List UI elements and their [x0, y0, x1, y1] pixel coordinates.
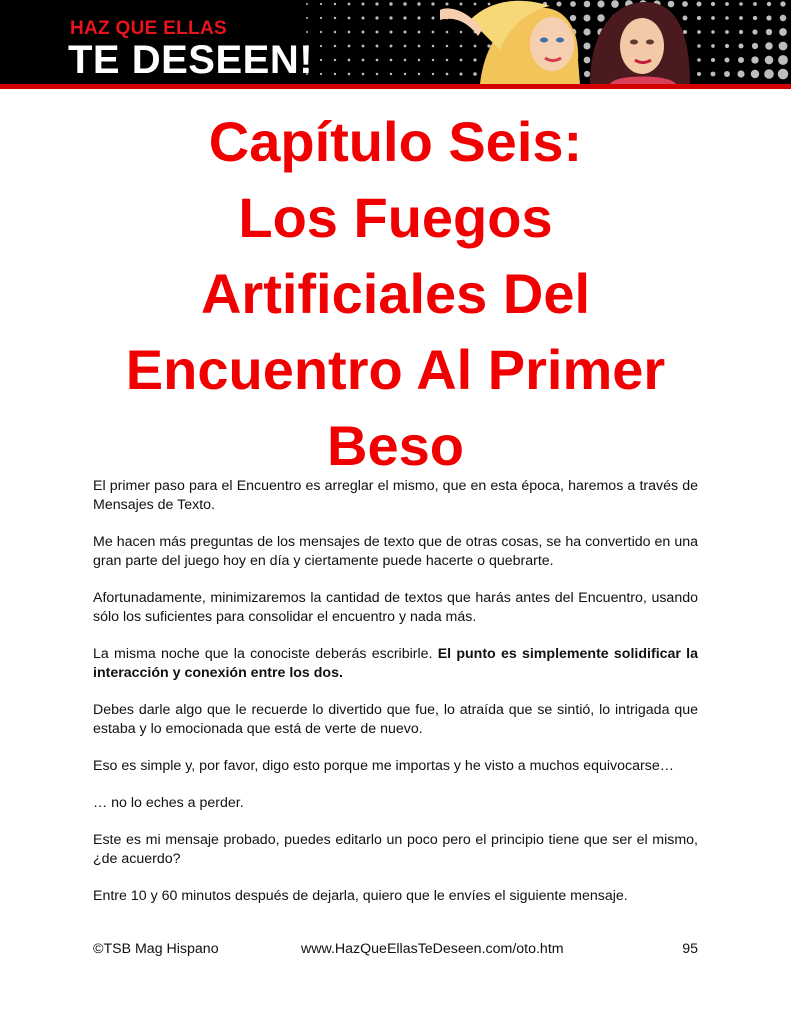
halftone-dot [404, 73, 406, 75]
halftone-dot [711, 2, 715, 6]
halftone-dot [361, 16, 364, 19]
halftone-dot [778, 55, 788, 65]
chapter-title [60, 104, 731, 484]
halftone-dot [375, 2, 378, 5]
halftone-dot [779, 42, 788, 51]
halftone-dot [765, 56, 774, 65]
paragraph: Eso es simple y, por favor, digo esto porque me importas y he visto a muchos equivocarse… [93, 758, 674, 774]
halftone-dot [752, 29, 757, 34]
halftone-dot [737, 70, 744, 77]
page-number: 95 [682, 941, 698, 957]
halftone-dot [334, 31, 337, 34]
halftone-dot [320, 31, 322, 33]
halftone-dot [751, 56, 758, 63]
halftone-dot [751, 70, 759, 78]
halftone-dot [779, 28, 787, 36]
halftone-dot [725, 16, 729, 20]
halftone-dot [739, 2, 743, 6]
halftone-dot [361, 2, 364, 5]
footer-copyright: ©TSB Mag Hispano [93, 941, 219, 957]
halftone-dot [725, 58, 730, 63]
halftone-dot [334, 73, 336, 75]
halftone-dot [432, 59, 434, 61]
halftone-dot [306, 31, 308, 33]
halftone-dot [362, 73, 365, 76]
halftone-dot [711, 58, 715, 62]
halftone-dot [432, 17, 435, 20]
halftone-dot [431, 2, 434, 5]
halftone-dot [389, 16, 392, 19]
halftone-dot [404, 45, 407, 48]
halftone-dot [418, 45, 421, 48]
halftone-dot [334, 59, 336, 61]
paragraph: Entre 10 y 60 minutos después de dejarla, quiero que le envíes el siguiente mensaje. [93, 888, 628, 904]
halftone-dot [418, 31, 421, 34]
paragraph: Afortunadamente, minimizaremos la cantidad de textos que harás antes del Encuentro, usando sólo los suficientes para consolidar el encuentro y nada más. [93, 590, 698, 625]
paragraph: Este es mi mensaje probado, puedes editarlo un poco pero el principio tiene que ser el mismo, ¿de acuerdo? [93, 832, 698, 867]
halftone-dot [362, 59, 365, 62]
halftone-dot [753, 2, 757, 6]
halftone-dot [362, 31, 365, 34]
halftone-dot [738, 57, 744, 63]
halftone-dot [376, 73, 379, 76]
footer-url-link[interactable]: www.HazQueEllasTeDeseen.com/oto.htm [301, 941, 564, 957]
halftone-dot [711, 44, 715, 48]
illustrated-women-artwork [440, 0, 700, 84]
brand-tagline: HAZ QUE ELLAS [70, 18, 227, 39]
halftone-dot [334, 45, 337, 48]
title-line: Artificiales Del [200, 262, 591, 325]
halftone-dot [403, 2, 406, 5]
brand-logo-text: TE DESEEN! [68, 38, 314, 82]
paragraph: Me hacen más preguntas de los mensajes de texto que de otras cosas, se ha convertido en una gran parte del juego hoy en día y ciertamente puede hacerte o quebrarte. [93, 534, 698, 569]
title-line: Capítulo Seis: [208, 110, 583, 173]
paragraph: El primer paso para el Encuentro es arreglar el mismo, que en esta época, haremos a través de Mensajes de Texto. [93, 478, 698, 513]
header-banner [0, 0, 791, 84]
halftone-dot [711, 30, 714, 33]
halftone-dot [766, 29, 772, 35]
paragraph-text: La misma noche que la conociste deberás escribirle. [93, 646, 438, 662]
halftone-dot [390, 73, 392, 75]
emphasized-text: El punto es simplemente solidificar la interacción y conexión entre los dos. [93, 646, 698, 681]
halftone-dot [403, 16, 406, 19]
halftone-dot [375, 16, 378, 19]
halftone-dot [306, 17, 308, 19]
halftone-dot [348, 73, 351, 76]
halftone-dot [739, 30, 743, 34]
paragraph [93, 645, 698, 683]
page-footer [93, 941, 698, 961]
halftone-dot [376, 59, 379, 62]
halftone-dot [306, 3, 308, 5]
halftone-dot [724, 71, 730, 77]
halftone-dot [432, 73, 434, 75]
halftone-dot [348, 31, 351, 34]
halftone-dot [725, 44, 729, 48]
title-line: Encuentro Al Primer [125, 338, 666, 401]
halftone-dot [780, 1, 785, 6]
header-divider [0, 84, 791, 89]
halftone-dot [362, 45, 365, 48]
halftone-dot [766, 15, 771, 20]
halftone-dot [725, 30, 729, 34]
halftone-dot [711, 72, 716, 77]
halftone-dot [348, 17, 351, 20]
halftone-dot [417, 16, 420, 19]
halftone-dot [320, 59, 322, 61]
halftone-dot [348, 59, 351, 62]
halftone-dot [404, 59, 407, 62]
halftone-dot [418, 59, 420, 61]
halftone-dot [320, 45, 322, 47]
halftone-dot [752, 43, 758, 49]
halftone-dot [348, 3, 351, 6]
halftone-dot [376, 45, 379, 48]
title-line: Los Fuegos [238, 186, 553, 249]
halftone-dot [390, 59, 393, 62]
halftone-dot [403, 30, 406, 33]
halftone-dot [725, 2, 729, 6]
halftone-dot [739, 16, 743, 20]
halftone-dot [432, 45, 435, 48]
halftone-dot [334, 3, 336, 5]
halftone-dot [320, 73, 322, 75]
halftone-dot [389, 30, 392, 33]
halftone-dot [753, 16, 757, 20]
title-line: Beso [327, 414, 464, 477]
halftone-dot [738, 43, 743, 48]
halftone-dot [390, 45, 393, 48]
paragraph: Debes darle algo que le recuerde lo divertido que fue, lo atraída que se sintió, lo intrigada que estaba y lo emocionada que está de verte de nuevo. [93, 702, 698, 737]
halftone-dot [320, 17, 322, 19]
halftone-dot [348, 45, 351, 48]
halftone-dot [375, 30, 378, 33]
halftone-dot [778, 69, 788, 79]
halftone-dot [418, 73, 420, 75]
halftone-dot [767, 2, 771, 6]
body-text [93, 477, 698, 924]
halftone-dot [765, 42, 773, 50]
paragraph: … no lo eches a perder. [93, 795, 244, 811]
halftone-dot [389, 2, 392, 5]
halftone-dot [320, 3, 322, 5]
halftone-dot [334, 17, 336, 19]
halftone-dot [711, 16, 715, 20]
halftone-dot [432, 31, 435, 34]
halftone-dot [417, 2, 420, 5]
halftone-dot [780, 15, 786, 21]
halftone-dot [764, 69, 774, 79]
